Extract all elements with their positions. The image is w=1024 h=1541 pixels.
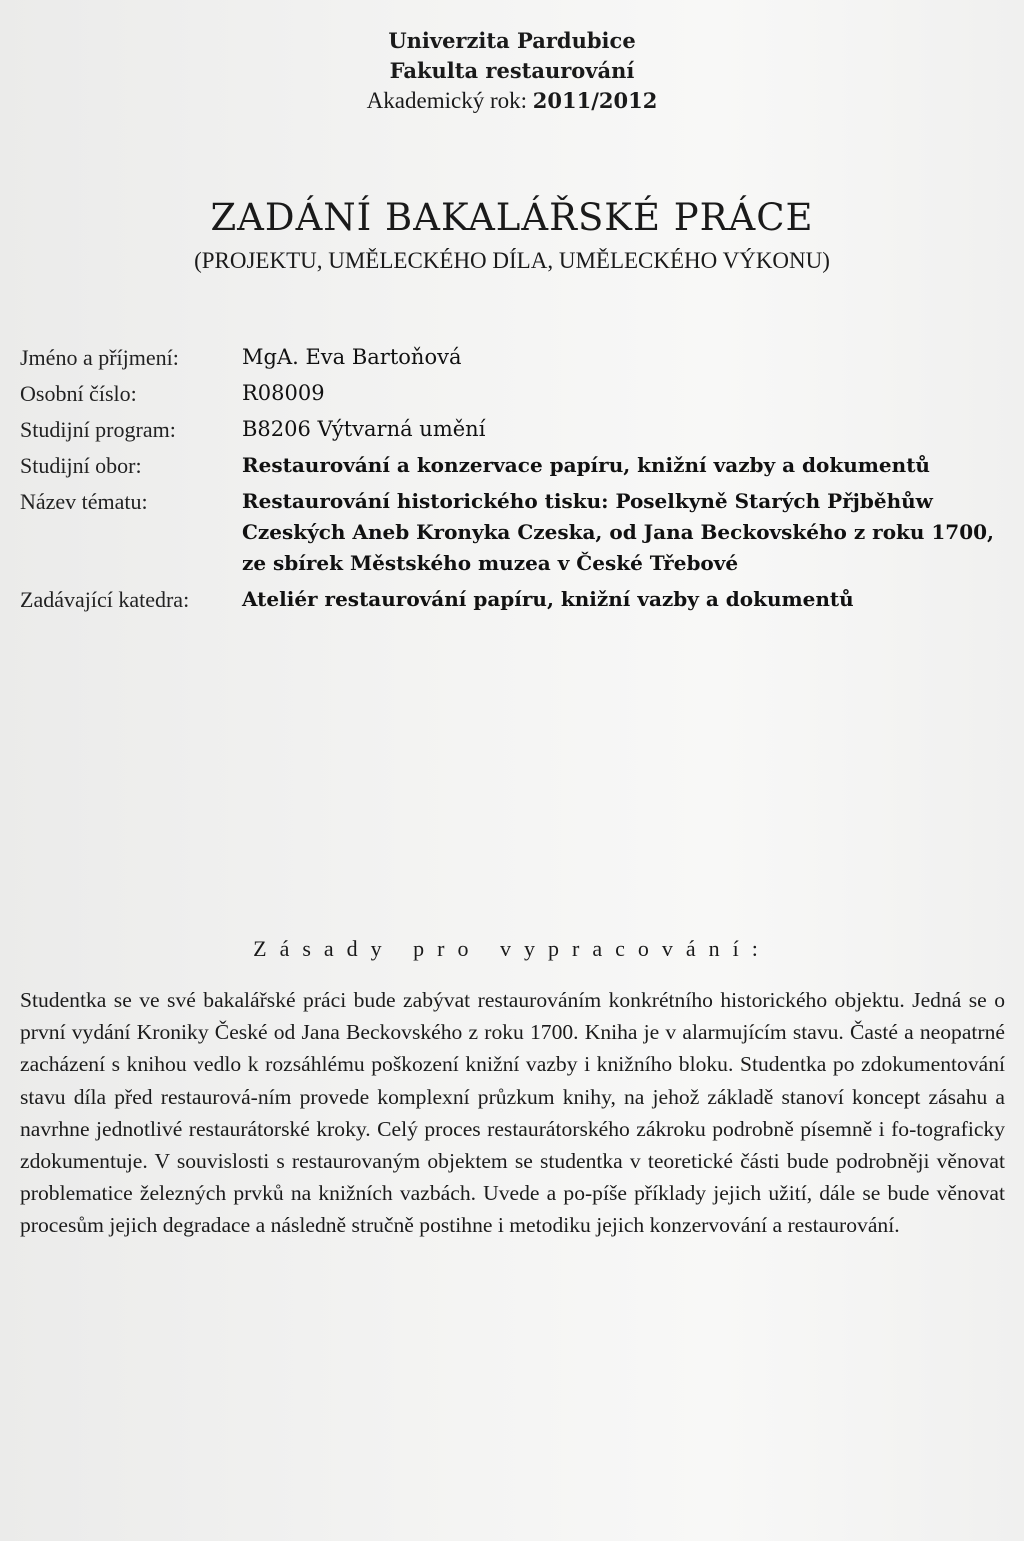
field-value-department: Ateliér restaurování papíru, knižní vazby a dokumentů	[242, 587, 854, 611]
field-value-name: MgA. Eva Bartoňová	[242, 345, 462, 369]
university-name: Univerzita Pardubice	[388, 28, 636, 53]
academic-year-value: 2011/2012	[532, 88, 658, 113]
academic-year-label: Akademický rok:	[366, 88, 527, 113]
document-title: ZADÁNÍ BAKALÁŘSKÉ PRÁCE	[210, 196, 814, 239]
field-label: Studijní program:	[20, 417, 176, 442]
field-label: Název tématu:	[20, 489, 148, 514]
guidelines-text: Studentka se ve své bakalářské práci bude zabývat restaurováním konkrétního historického objektu. Jedná se o první vydání Kroniky České od Jana Beckovského z roku 1700. Kniha je v alarmujícím stavu. Časté a neopatrné zacházení s knihou vedlo k rozsáhlému poškození knižní vazby i knižního bloku. Studentka po zdokumentování stavu díla před restaurová-ním provede komplexní průzkum knihy, na jehož základě stanoví koncept zásahu a navrhne jednotlivé restaurátorské kroky. Celý proces restaurátorského zákroku podrobně písemně i fo-tograficky zdokumentuje. V souvislosti s restaurovaným objektem se studentka v teoretické části bude podrobněji věnovat problematice železných prvků na knižních vazbách. Uvede a po-píše příklady jejich užití, dále se bude věnovat procesům jejich degradace a následně stručně postihne i metodiku jejich konzervování a restaurování.	[20, 988, 1005, 1238]
field-label: Zadávající katedra:	[20, 587, 190, 612]
student-info	[20, 342, 1010, 620]
field-value-topic: Restaurování historického tisku: Poselkyně Starých Přjběhůw Czeských Aneb Kronyka Czeska, od Jana Beckovského z roku 1700, ze sbírek Městského muzea v České Třebové	[242, 489, 995, 575]
field-row-personal-number	[20, 378, 1010, 409]
field-row-topic	[20, 486, 1010, 579]
field-row-study-program	[20, 414, 1010, 445]
field-value-study-field: Restaurování a konzervace papíru, knižní vazby a dokumentů	[242, 453, 930, 477]
field-label: Studijní obor:	[20, 453, 142, 478]
field-label: Jméno a příjmení:	[20, 345, 179, 370]
field-label: Osobní číslo:	[20, 381, 137, 406]
field-row-department	[20, 584, 1010, 615]
academic-year	[0, 86, 1024, 116]
faculty-name: Fakulta restaurování	[389, 58, 635, 83]
field-row-study-field	[20, 450, 1010, 481]
field-value-personal-number: R08009	[242, 381, 325, 405]
guidelines-heading: Zásady pro vypracování:	[253, 936, 771, 961]
field-row-name	[20, 342, 1010, 373]
document-header	[0, 26, 1024, 116]
document-subtitle: (PROJEKTU, UMĚLECKÉHO DÍLA, UMĚLECKÉHO VÝKONU)	[194, 248, 830, 273]
field-value-study-program: B8206 Výtvarná umění	[242, 417, 486, 441]
